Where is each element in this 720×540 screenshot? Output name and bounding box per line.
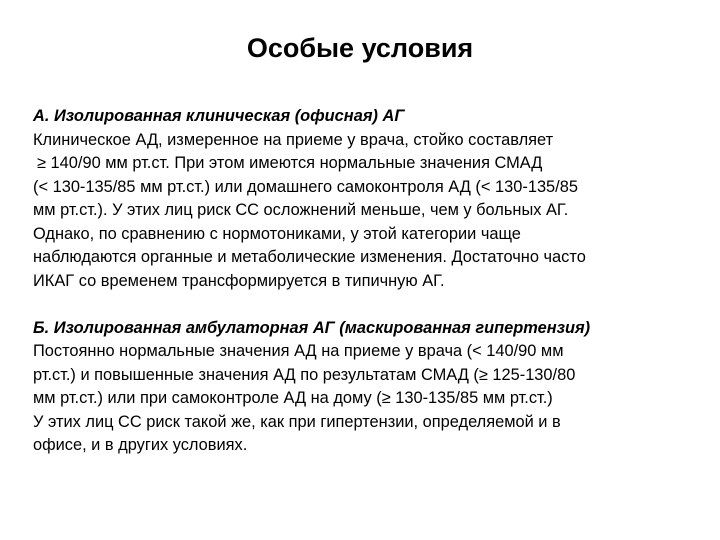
section-heading: Б. Изолированная амбулаторная АГ (маскированная гипертензия) bbox=[33, 318, 591, 337]
section-text-line: (< 130-135/85 мм рт.ст.) или домашнего самоконтроля АД (< 130-135/85 bbox=[33, 177, 578, 196]
section-text-line: Однако, по сравнению с нормотониками, у этой категории чаще bbox=[33, 224, 521, 243]
slide-title: Особые условия bbox=[246, 33, 474, 63]
section-text-line: рт.ст.) и повышенные значения АД по результатам СМАД (≥ 125-130/80 bbox=[33, 365, 576, 384]
section-text-line: ≥ 140/90 мм рт.ст. При этом имеются нормальные значения СМАД bbox=[37, 154, 543, 172]
section-text-line: мм рт.ст.) или при самоконтроле АД на дому (≥ 130-135/85 мм рт.ст.) bbox=[33, 389, 553, 407]
section-text-line: Постоянно нормальные значения АД на приеме у врача (< 140/90 мм bbox=[33, 342, 564, 360]
section-masked-hypertension bbox=[33, 317, 713, 458]
section-text-line: офисе, и в других условиях. bbox=[33, 436, 248, 454]
section-isolated-clinical-hypertension bbox=[33, 105, 713, 293]
section-heading: А. Изолированная клиническая (офисная) АГ bbox=[33, 107, 405, 125]
slide-body bbox=[33, 105, 713, 458]
section-text-line: ИКАГ со временем трансформируется в типичную АГ. bbox=[33, 271, 445, 290]
section-text-line: Клиническое АД, измеренное на приеме у врача, стойко составляет bbox=[33, 130, 554, 149]
section-text-line: мм рт.ст.). У этих лиц риск СС осложнений меньше, чем у больных АГ. bbox=[33, 201, 569, 219]
section-text-line: наблюдаются органные и метаболические изменения. Достаточно часто bbox=[33, 248, 586, 266]
section-text-line: У этих лиц СС риск такой же, как при гипертензии, определяемой и в bbox=[33, 412, 561, 431]
